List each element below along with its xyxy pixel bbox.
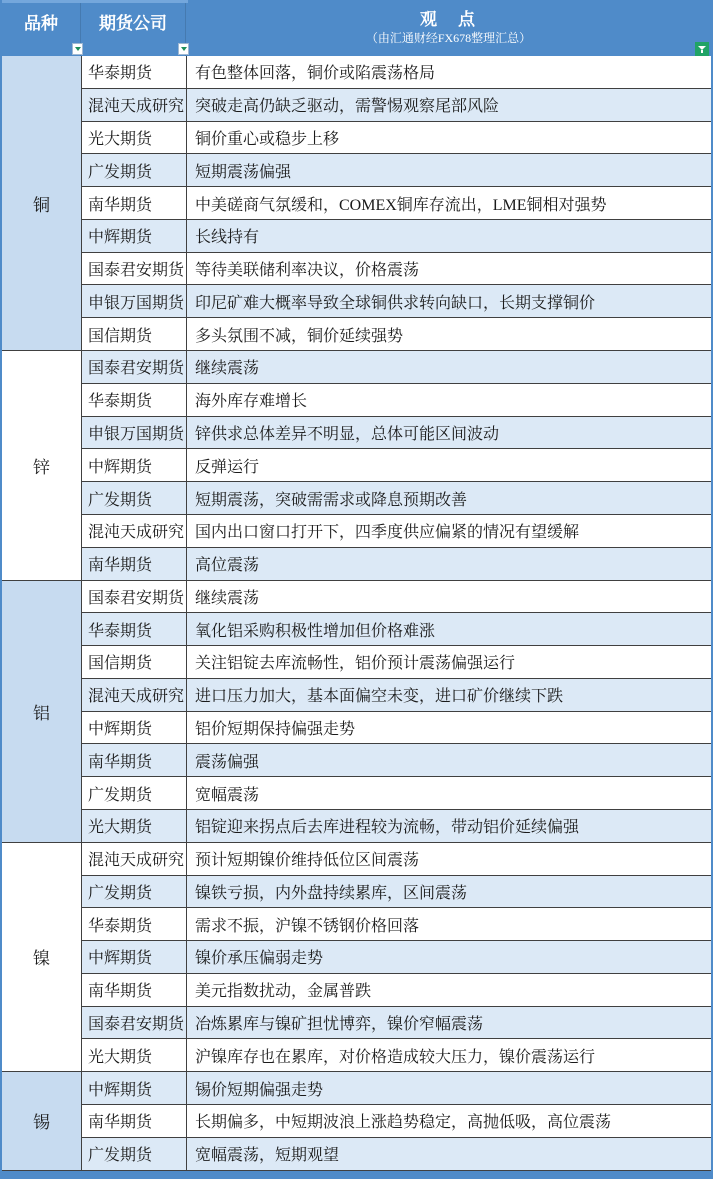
table-row (82, 712, 711, 745)
group-rows (82, 581, 711, 843)
company-cell: 华泰期货 (82, 908, 187, 940)
filter-dropdown-icon-company[interactable] (178, 43, 189, 55)
opinion-cell: 美元指数扰动，金属普跌 (195, 983, 372, 1001)
company-cell: 混沌天成研究 (82, 89, 187, 121)
company-cell: 中辉期货 (82, 941, 187, 973)
company-cell: 南华期货 (82, 974, 187, 1006)
company-cell: 广发期货 (82, 1138, 187, 1170)
table-row (82, 581, 711, 614)
opinion-cell: 短期震荡偏强 (195, 163, 292, 181)
table-row (82, 449, 711, 482)
variety-column-label: 品种 (24, 14, 58, 33)
dropdown-triangle-icon (75, 47, 81, 51)
opinion-cell: 长线持有 (195, 229, 260, 247)
company-cell: 南华期货 (82, 744, 187, 776)
table-row (82, 777, 711, 810)
table-row (82, 810, 711, 843)
table-header (2, 0, 711, 56)
opinion-cell: 锡价短期偏强走势 (195, 1081, 324, 1099)
opinion-cell: 等待美联储利率决议，价格震荡 (195, 262, 420, 280)
opinion-cell: 镍铁亏损，内外盘持续累库，区间震荡 (195, 884, 468, 902)
opinion-column-title: 观 点 (420, 10, 477, 29)
opinion-cell: 短期震荡，突破需需求或降息预期改善 (195, 491, 468, 509)
company-cell: 混沌天成研究 (82, 679, 187, 711)
company-cell: 广发期货 (82, 876, 187, 908)
opinion-cell: 预计短期镍价维持低位区间震荡 (195, 852, 420, 870)
bottom-blue-bar (2, 1171, 711, 1179)
opinion-cell: 需求不振，沪镍不锈钢价格回落 (195, 917, 420, 935)
table-row (82, 679, 711, 712)
company-column-label: 期货公司 (99, 14, 167, 33)
variety-cell: 锡 (2, 1072, 82, 1170)
opinion-cell: 冶炼累库与镍矿担忧博弈，镍价窄幅震荡 (195, 1016, 484, 1034)
variety-cell: 铝 (2, 581, 82, 843)
opinion-cell: 突破走高仍缺乏驱动，需警惕观察尾部风险 (195, 98, 500, 116)
opinion-cell: 铝锭迎来拐点后去库进程较为流畅，带动铝价延续偏强 (195, 819, 580, 837)
header-highlight-strip (2, 0, 188, 3)
opinion-cell: 铜价重心或稳步上移 (195, 130, 340, 148)
variety-cell: 锌 (2, 351, 82, 580)
company-cell: 国信期货 (82, 646, 187, 678)
table-row (82, 56, 711, 89)
opinion-cell: 震荡偏强 (195, 753, 260, 771)
company-cell: 国泰君安期货 (82, 253, 187, 285)
table-row (82, 253, 711, 286)
filter-active-icon-opinion[interactable] (695, 42, 709, 56)
variety-group (2, 843, 711, 1072)
table-row (82, 744, 711, 777)
table-row (82, 318, 711, 351)
opinion-cell: 反弹运行 (195, 458, 260, 476)
company-cell: 国泰君安期货 (82, 351, 187, 383)
company-cell: 广发期货 (82, 482, 187, 514)
company-cell: 广发期货 (82, 777, 187, 809)
variety-group (2, 581, 711, 843)
company-cell: 申银万国期货 (82, 285, 187, 317)
table-row (82, 843, 711, 876)
table-row (82, 941, 711, 974)
table-row (82, 285, 711, 318)
dropdown-triangle-icon (181, 47, 187, 51)
opinion-cell: 沪镍库存也在累库，对价格造成较大压力，镍价震荡运行 (195, 1048, 596, 1066)
opinion-cell: 海外库存难增长 (195, 393, 308, 411)
group-rows (82, 351, 711, 580)
table-row (82, 187, 711, 220)
company-cell: 南华期货 (82, 187, 187, 219)
table-row (82, 384, 711, 417)
company-cell: 中辉期货 (82, 220, 187, 252)
opinion-cell: 国内出口窗口打开下，四季度供应偏紧的情况有望缓解 (195, 524, 580, 542)
table-row (82, 1007, 711, 1040)
table-row (82, 220, 711, 253)
opinion-cell: 高位震荡 (195, 557, 260, 575)
variety-cell: 镍 (2, 843, 82, 1072)
variety-group (2, 1072, 711, 1170)
funnel-icon-stem (701, 50, 703, 53)
opinion-cell: 有色整体回落，铜价或陷震荡格局 (195, 65, 436, 83)
table-row (82, 482, 711, 515)
table-row (82, 154, 711, 187)
header-cell-opinion (186, 0, 711, 56)
opinion-cell: 进口压力加大，基本面偏空未变，进口矿价继续下跌 (195, 688, 564, 706)
opinion-cell: 关注铝锭去库流畅性，铝价预计震荡偏强运行 (195, 655, 516, 673)
table-row (82, 89, 711, 122)
table-row (82, 1105, 711, 1138)
company-cell: 国信期货 (82, 318, 187, 350)
table-body (2, 56, 711, 1171)
company-cell: 光大期货 (82, 122, 187, 154)
opinion-cell: 宽幅震荡 (195, 786, 260, 804)
opinion-column-subtitle: （由汇通财经FX678整理汇总） (365, 31, 532, 45)
header-cell-variety (2, 0, 81, 56)
table-row (82, 876, 711, 909)
variety-cell: 铜 (2, 56, 82, 351)
company-cell: 国泰君安期货 (82, 1007, 187, 1039)
table-row (82, 1138, 711, 1171)
company-cell: 国泰君安期货 (82, 581, 187, 613)
opinion-cell: 长期偏多，中短期波浪上涨趋势稳定，高抛低吸，高位震荡 (195, 1114, 612, 1132)
company-cell: 光大期货 (82, 1039, 187, 1071)
table-row (82, 1039, 711, 1072)
company-cell: 南华期货 (82, 548, 187, 580)
company-cell: 广发期货 (82, 154, 187, 186)
table-row (82, 908, 711, 941)
opinion-cell: 氧化铝采购积极性增加但价格难涨 (195, 622, 436, 640)
table-row (82, 1072, 711, 1105)
group-rows (82, 843, 711, 1072)
company-cell: 混沌天成研究 (82, 843, 187, 875)
opinion-cell: 镍价承压偏弱走势 (195, 950, 324, 968)
company-cell: 混沌天成研究 (82, 515, 187, 547)
company-cell: 华泰期货 (82, 613, 187, 645)
company-cell: 华泰期货 (82, 56, 187, 88)
company-cell: 中辉期货 (82, 1072, 187, 1104)
company-cell: 申银万国期货 (82, 417, 187, 449)
opinion-cell: 印尼矿难大概率导致全球铜供求转向缺口，长期支撑铜价 (195, 294, 596, 312)
table-row (82, 548, 711, 581)
company-cell: 中辉期货 (82, 449, 187, 481)
opinion-cell: 锌供求总体差异不明显，总体可能区间波动 (195, 425, 500, 443)
opinion-cell: 继续震荡 (195, 360, 260, 378)
table-row (82, 515, 711, 548)
variety-group (2, 351, 711, 580)
opinion-cell: 继续震荡 (195, 589, 260, 607)
opinion-cell: 多头氛围不减，铜价延续强势 (195, 327, 404, 345)
table-row (82, 122, 711, 155)
variety-group (2, 56, 711, 351)
opinion-cell: 宽幅震荡，短期观望 (195, 1147, 340, 1165)
company-cell: 光大期货 (82, 810, 187, 842)
table-row (82, 974, 711, 1007)
group-rows (82, 1072, 711, 1170)
table-row (82, 613, 711, 646)
opinion-cell: 铝价短期保持偏强走势 (195, 721, 356, 739)
header-cell-company (81, 0, 186, 56)
filter-dropdown-icon-variety[interactable] (72, 43, 83, 55)
company-cell: 中辉期货 (82, 712, 187, 744)
table-row (82, 351, 711, 384)
company-cell: 华泰期货 (82, 384, 187, 416)
opinion-cell: 中美磋商气氛缓和，COMEX铜库存流出，LME铜相对强势 (195, 196, 607, 214)
table-row (82, 646, 711, 679)
company-cell: 南华期货 (82, 1105, 187, 1137)
group-rows (82, 56, 711, 351)
table-row (82, 417, 711, 450)
